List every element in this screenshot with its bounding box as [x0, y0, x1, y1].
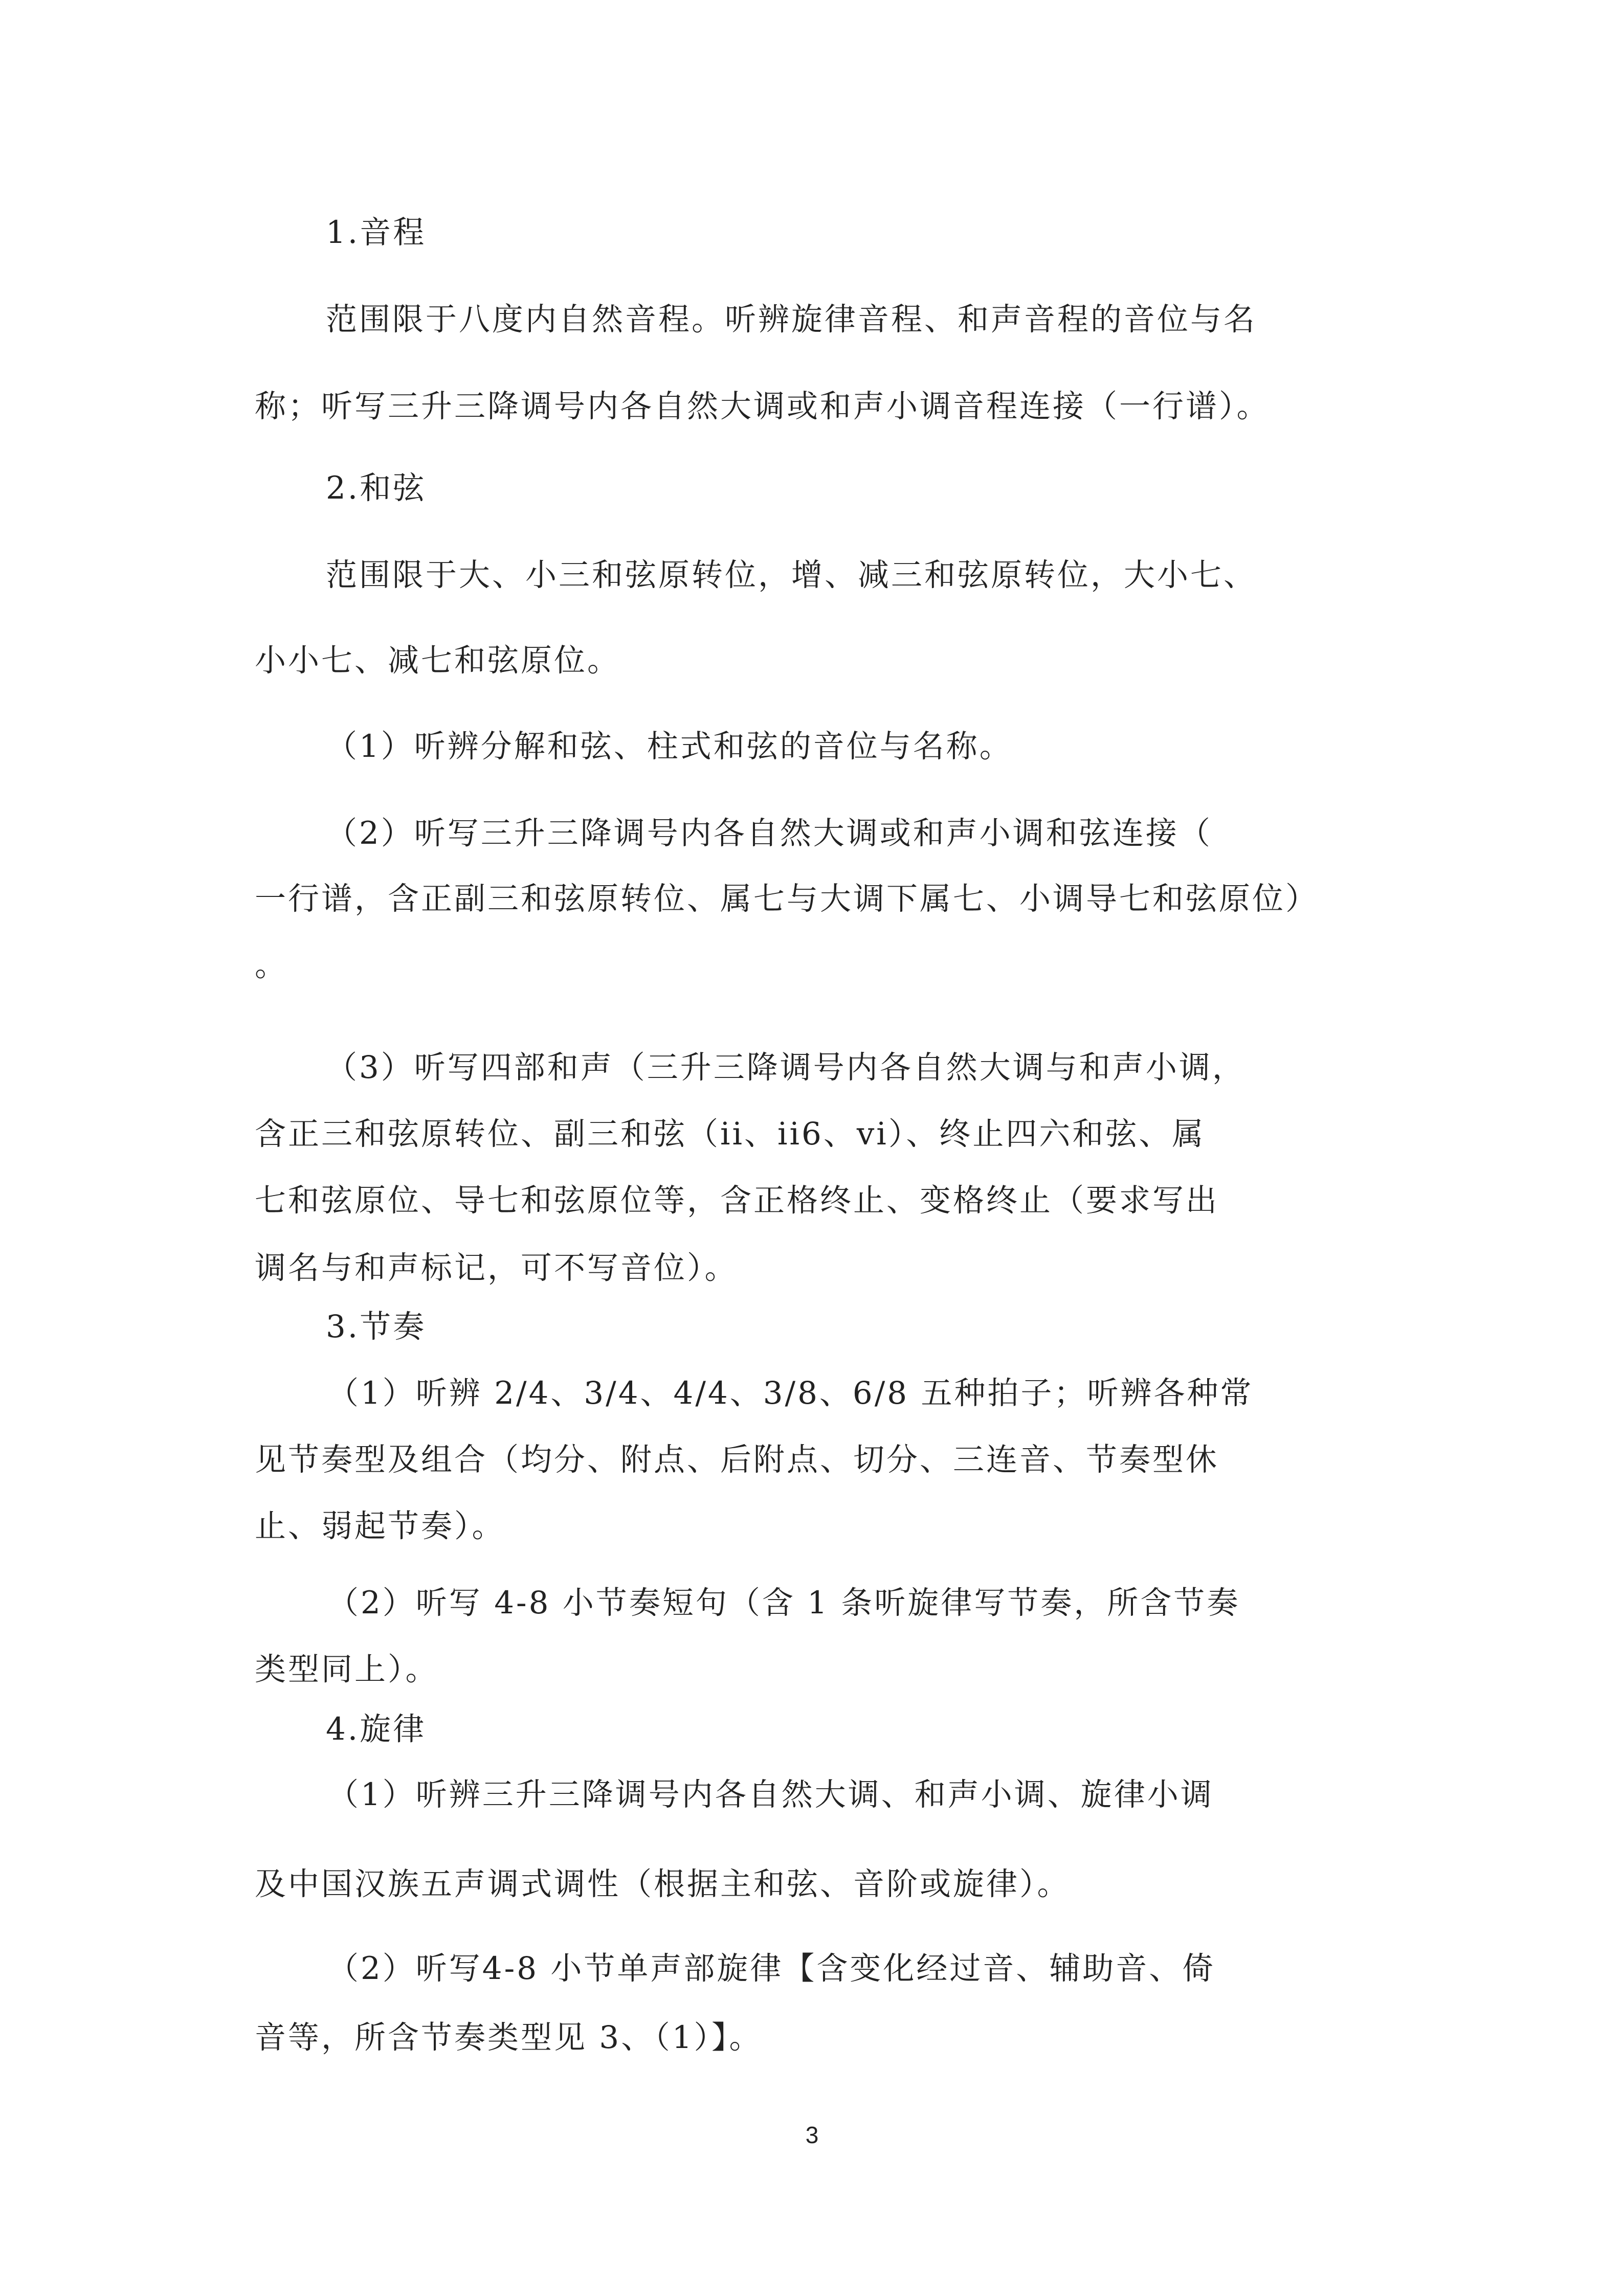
section-heading-melody: 4.旋律	[326, 1711, 427, 1747]
paragraph-line: 。	[255, 947, 288, 983]
paragraph-line: 小小七、减七和弦原位。	[255, 642, 621, 679]
paragraph-line: 含正三和弦原转位、副三和弦（ii、ii6、vi）、终止四六和弦、属	[255, 1116, 1206, 1152]
paragraph-line: 见节奏型及组合（均分、附点、后附点、切分、三连音、节奏型休	[255, 1442, 1219, 1478]
section-heading-chord: 2.和弦	[326, 470, 427, 506]
paragraph-line: 音等，所含节奏类型见 3、（1）】。	[255, 2019, 763, 2056]
paragraph-line: 调名与和声标记，可不写音位）。	[255, 1250, 738, 1286]
section-heading-interval: 1.音程	[326, 214, 427, 251]
paragraph-line: （3）听写四部和声（三升三降调号内各自然大调与和声小调，	[326, 1049, 1245, 1086]
paragraph-line: （2）听写4-8 小节单声部旋律【含变化经过音、辅助音、倚	[327, 1950, 1216, 1987]
paragraph-line: 七和弦原位、导七和弦原位等，含正格终止、变格终止（要求写出	[255, 1182, 1219, 1219]
paragraph-line: 止、弱起节奏）。	[255, 1508, 505, 1544]
page-number: 3	[805, 2122, 819, 2148]
paragraph-line: 范围限于大、小三和弦原转位，增、减三和弦原转位，大小七、	[326, 557, 1257, 593]
paragraph-line: 称；听写三升三降调号内各自然大调或和声小调音程连接（一行谱）。	[255, 388, 1270, 424]
paragraph-line: 一行谱，含正副三和弦原转位、属七与大调下属七、小调导七和弦原位）	[255, 881, 1319, 917]
paragraph-line: 类型同上）。	[255, 1651, 439, 1687]
paragraph-line: （1）听辨分解和弦、柱式和弦的音位与名称。	[326, 728, 1013, 764]
paragraph-line: 范围限于八度内自然音程。听辨旋律音程、和声音程的音位与名	[326, 301, 1257, 337]
section-heading-rhythm: 3.节奏	[326, 1309, 427, 1345]
paragraph-line: 及中国汉族五声调式调性（根据主和弦、音阶或旋律）。	[255, 1866, 1071, 1902]
paragraph-line: （1）听辨三升三降调号内各自然大调、和声小调、旋律小调	[327, 1776, 1214, 1813]
paragraph-line: （2）听写 4-8 小节奏短句（含 1 条听旋律写节奏，所含节奏	[327, 1585, 1240, 1621]
paragraph-line: （2）听写三升三降调号内各自然大调或和声小调和弦连接（	[326, 815, 1212, 851]
paragraph-line: （1）听辨 2/4、3/4、4/4、3/8、6/8 五种拍子；听辨各种常	[327, 1375, 1254, 1411]
